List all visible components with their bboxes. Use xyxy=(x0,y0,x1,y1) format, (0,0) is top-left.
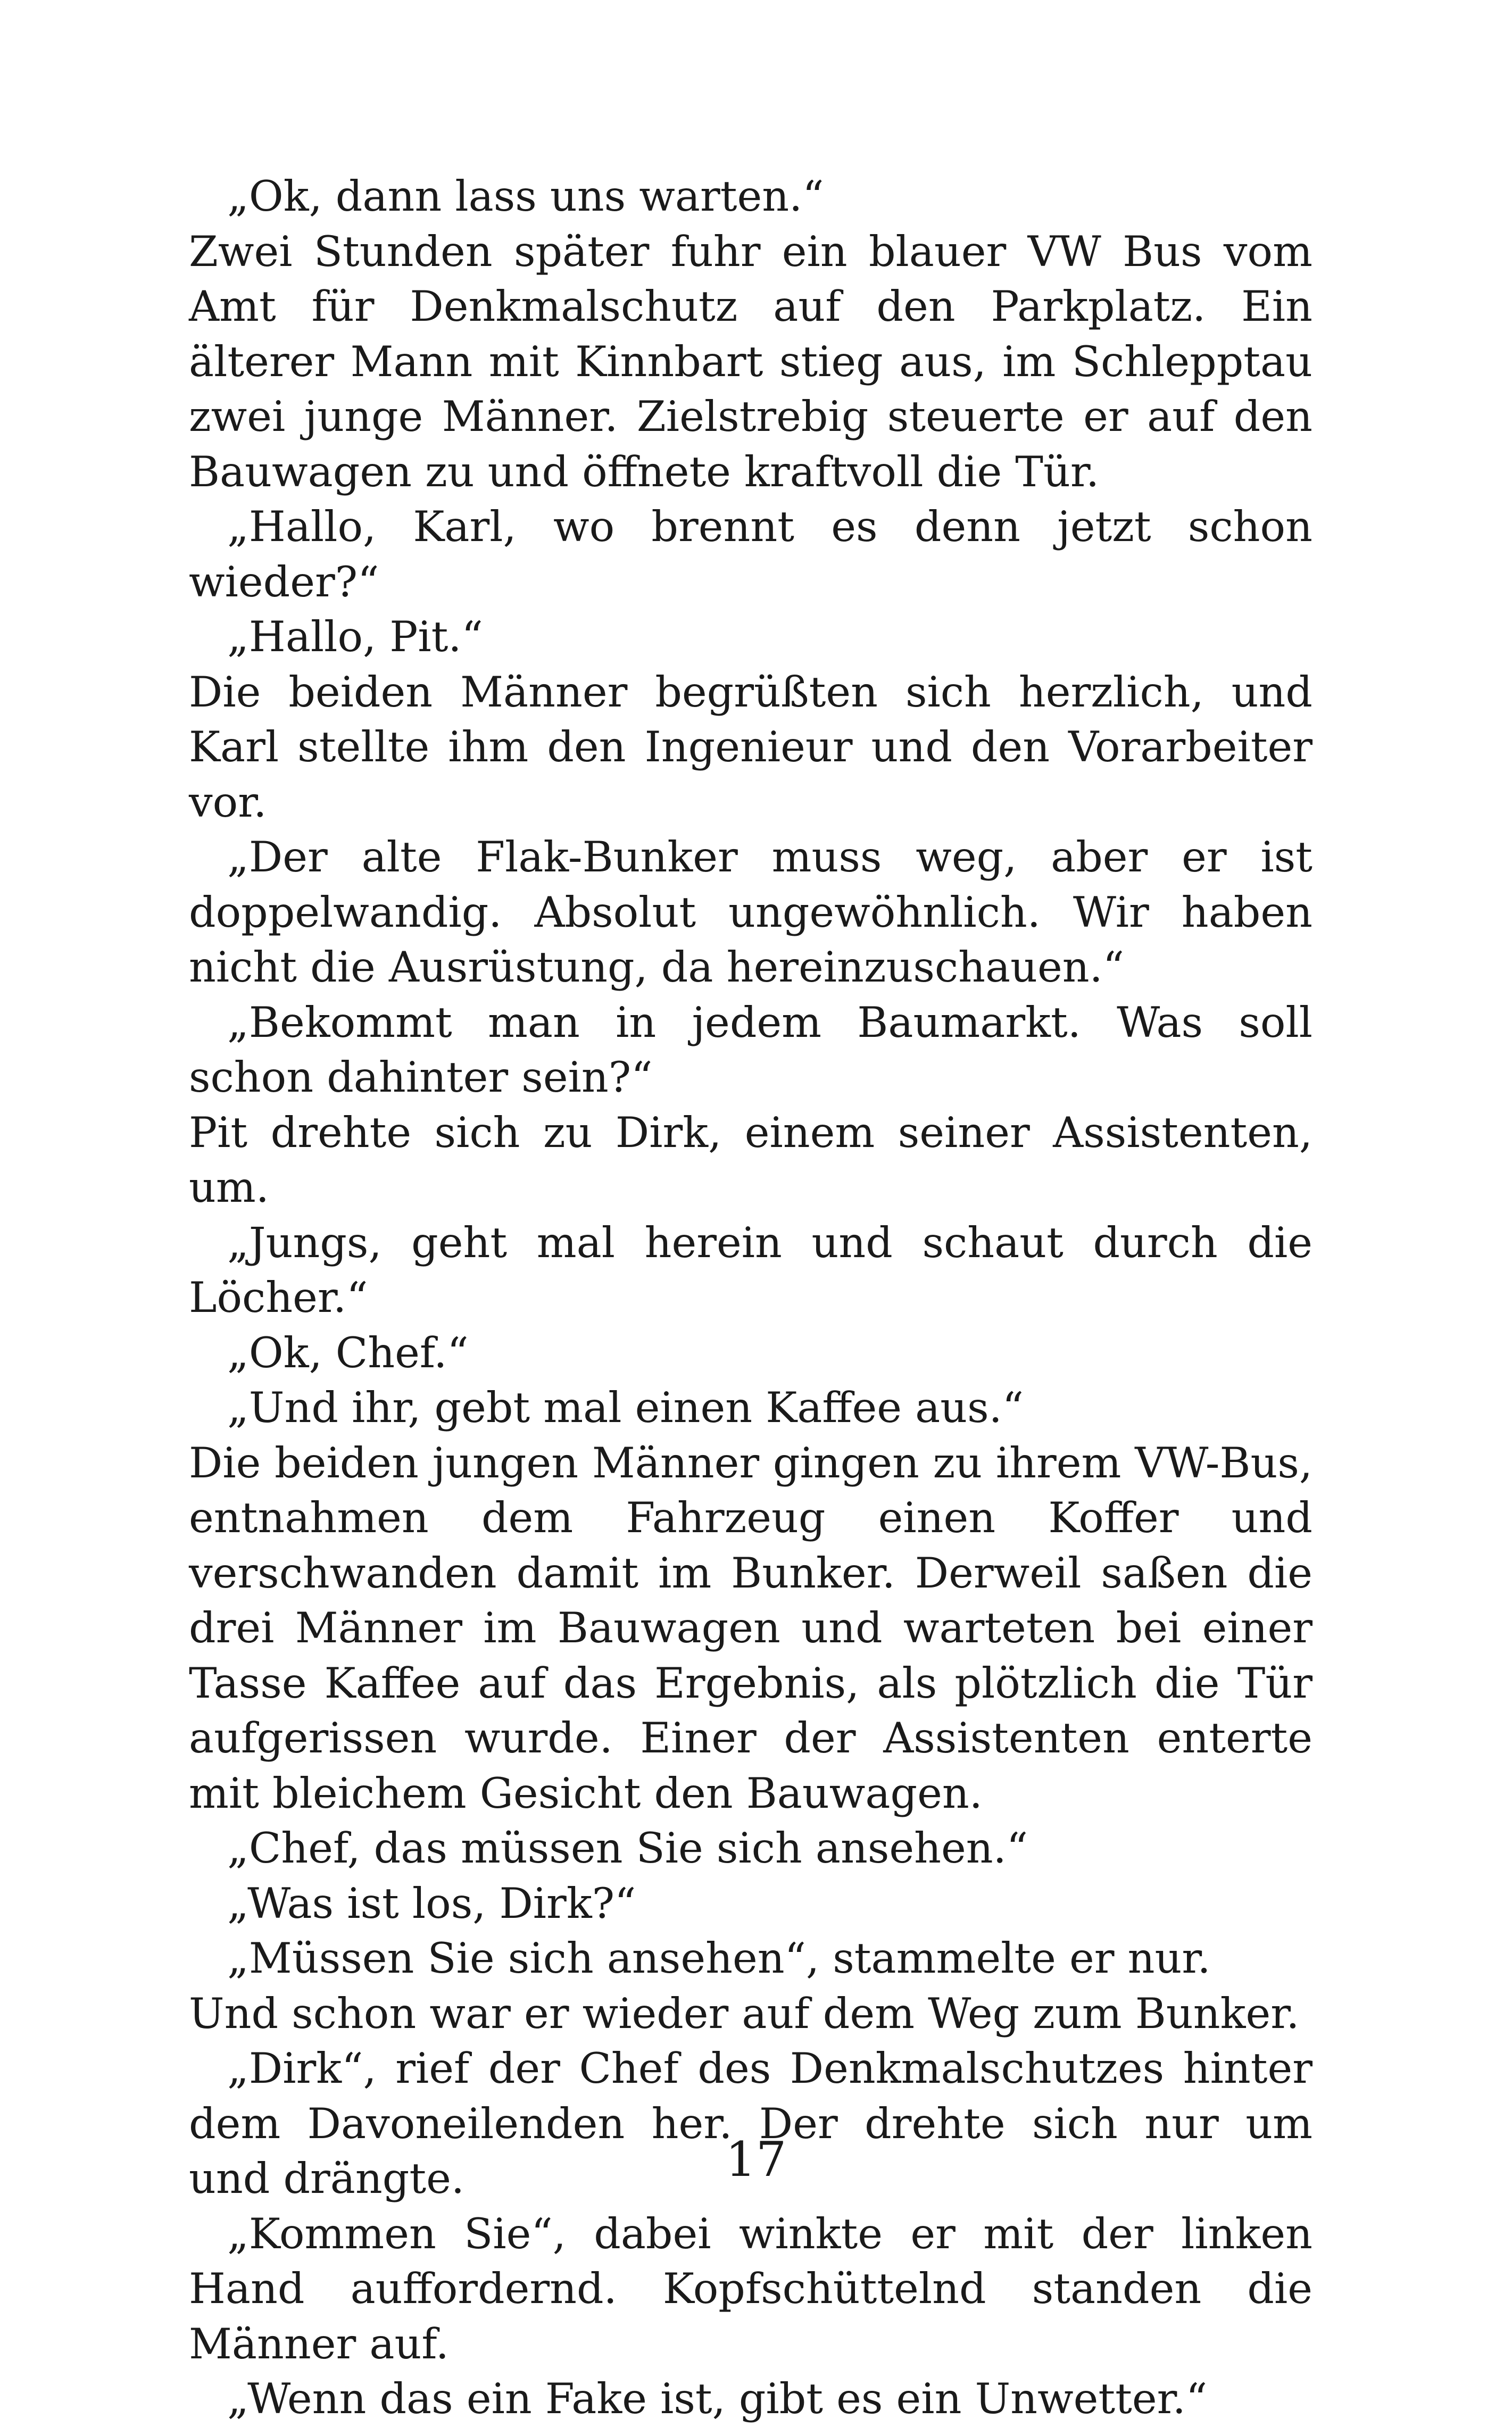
paragraph: „Ok, Chef.“ xyxy=(227,1328,469,1377)
paragraph: „Kommen Sie“, dabei winkte er mit der linken Hand auffordernd. Kopfschüttelnd standen die Männer auf. xyxy=(189,2209,1312,2368)
body-text xyxy=(189,169,1312,2427)
paragraph: „Jungs, geht mal herein und schaut durch die Löcher.“ xyxy=(189,1218,1312,1322)
paragraph: Und schon war er wieder auf dem Weg zum Bunker. xyxy=(189,1989,1300,2038)
paragraph: „Wenn das ein Fake ist, gibt es ein Unwetter.“ xyxy=(227,2374,1208,2423)
paragraph: „Chef, das müssen Sie sich ansehen.“ xyxy=(227,1824,1028,1873)
paragraph: „Dirk“, rief der Chef des Denkmalschutzes hinter dem Davoneilenden her. Der drehte sich nur um und drängte. xyxy=(189,2044,1312,2203)
paragraph: „Hallo, Pit.“ xyxy=(227,612,483,661)
paragraph: „Was ist los, Dirk?“ xyxy=(227,1879,636,1928)
paragraph: Die beiden Männer begrüßten sich herzlich, und Karl stellte ihm den Ingenieur und den Vorarbeiter vor. xyxy=(189,667,1312,827)
paragraph: „Ok, dann lass uns warten.“ xyxy=(227,172,824,221)
paragraph: „Und ihr, gebt mal einen Kaffee aus.“ xyxy=(227,1383,1024,1432)
page-number: 17 xyxy=(725,2132,787,2188)
paragraph: Pit drehte sich zu Dirk, einem seiner Assistenten, um. xyxy=(189,1108,1312,1212)
paragraph: „Der alte Flak-Bunker muss weg, aber er ist doppelwandig. Absolut ungewöhnlich. Wir haben nicht die Ausrüstung, da hereinzuschauen.“ xyxy=(189,833,1312,992)
paragraph: „Bekommt man in jedem Baumarkt. Was soll schon dahinter sein?“ xyxy=(189,998,1312,1102)
paragraph: „Müssen Sie sich ansehen“, stammelte er nur. xyxy=(227,1934,1211,1983)
paragraph: Die beiden jungen Männer gingen zu ihrem VW-Bus, entnahmen dem Fahrzeug einen Koffer und verschwanden damit im Bunker. Derweil saßen die drei Männer im Bauwagen und warteten bei einer Tasse Kaffee auf das Ergebnis, als plötzlich die Tür aufgerissen wurde. Einer der Assistenten enterte mit bleichem Gesicht den Bauwagen. xyxy=(189,1438,1312,1818)
paragraph: „Hallo, Karl, wo brennt es denn jetzt schon wieder?“ xyxy=(189,502,1312,606)
paragraph: Zwei Stunden später fuhr ein blauer VW Bus vom Amt für Denkmalschutz auf den Parkplatz. Ein älterer Mann mit Kinnbart stieg aus, im Schlepptau zwei junge Männer. Zielstrebig steuerte er auf den Bauwagen zu und öffnete kraftvoll die Tür. xyxy=(189,227,1312,496)
